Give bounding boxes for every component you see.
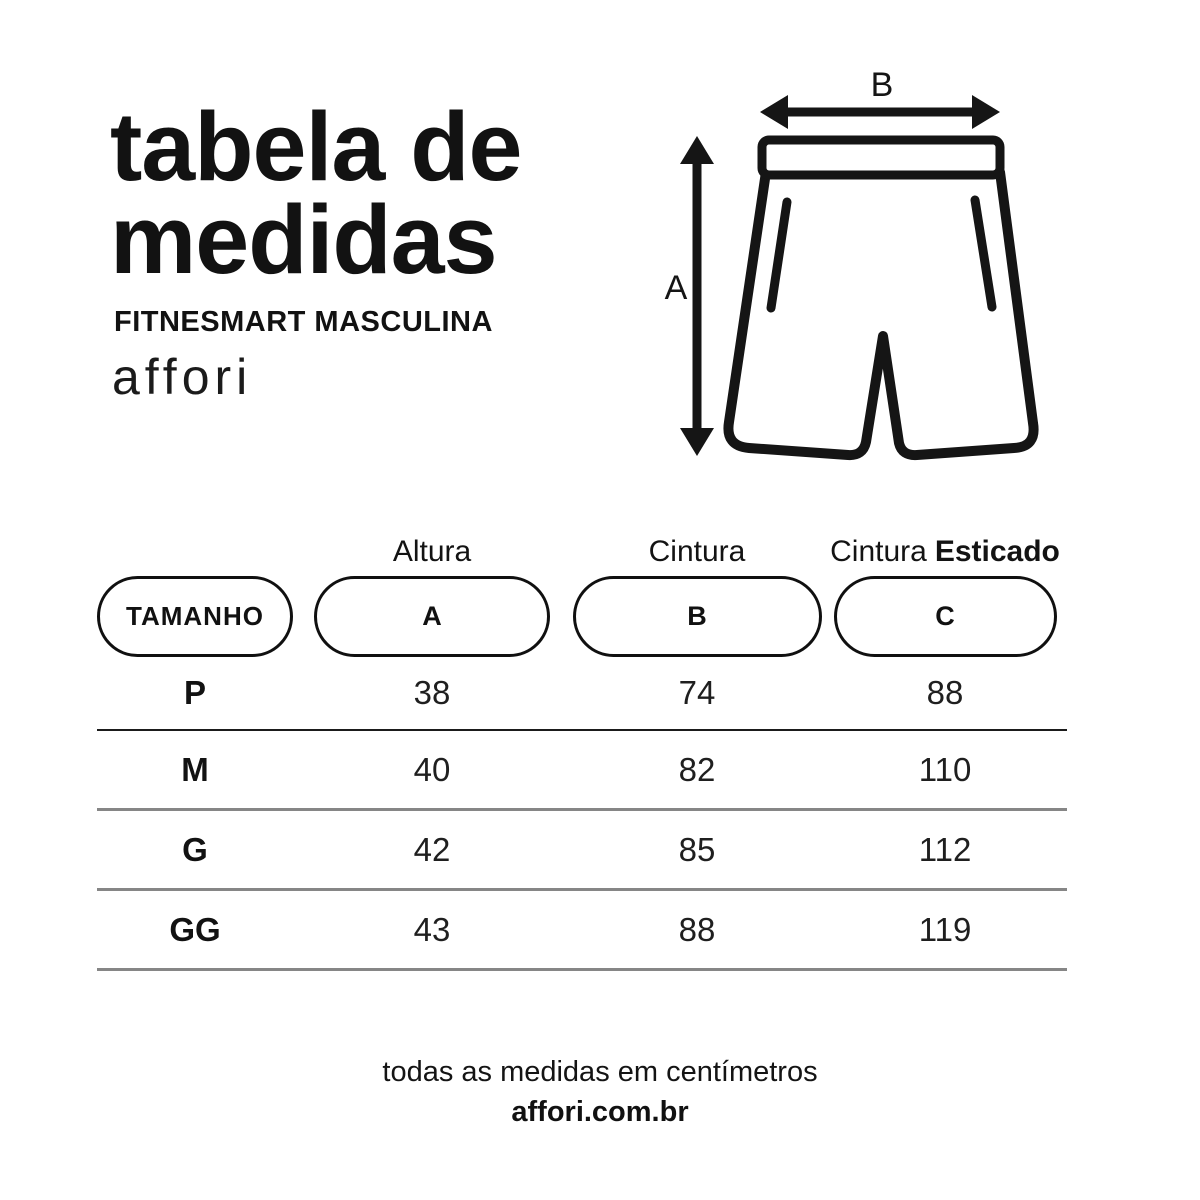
size-label: G — [182, 830, 208, 868]
pill-c: C — [834, 576, 1057, 657]
column-header-cintura-esticado-label: Cintura — [830, 535, 927, 568]
cintura-value: 85 — [678, 830, 716, 868]
cintura-esticado-value: 119 — [918, 910, 972, 948]
column-header-altura-label: Altura — [392, 535, 472, 568]
shorts-body — [728, 172, 1033, 455]
size-label: M — [181, 750, 209, 788]
page-title — [110, 92, 522, 295]
size-label: GG — [169, 910, 221, 948]
table-row-p — [97, 657, 1067, 731]
table-row-g — [97, 811, 1067, 891]
cintura-esticado-value: 88 — [926, 674, 964, 711]
page-title-line2: medidas — [110, 185, 497, 295]
cintura-value: 88 — [678, 910, 716, 948]
column-header-esticado-bold: Esticado — [934, 535, 1060, 568]
pill-b: B — [573, 576, 822, 657]
brand-logo: affori — [112, 349, 253, 405]
cintura-value: 74 — [678, 674, 716, 711]
size-table — [97, 536, 1067, 971]
cintura-esticado-value: 110 — [918, 750, 972, 788]
width-measure-label: B — [870, 66, 894, 104]
table-row-m — [97, 731, 1067, 811]
website-url: affori.com.br — [511, 1096, 689, 1128]
table-row-gg — [97, 891, 1067, 971]
product-subtitle: FITNESMART MASCULINA — [114, 306, 493, 338]
pill-tamanho: TAMANHO — [97, 576, 293, 657]
column-header-altura — [293, 536, 571, 575]
column-headers-row — [97, 536, 1067, 575]
page-title-line1: tabela de — [110, 92, 522, 201]
shorts-waistband — [762, 140, 1000, 175]
shorts-diagram — [630, 50, 1070, 490]
altura-value: 43 — [413, 910, 451, 948]
cintura-esticado-value: 112 — [918, 830, 972, 868]
pills-row — [97, 575, 1067, 657]
column-header-empty — [97, 536, 293, 575]
column-header-cintura-esticado — [823, 536, 1067, 575]
pill-a: A — [314, 576, 550, 657]
column-header-cintura-label: Cintura — [648, 535, 746, 568]
altura-value: 40 — [413, 750, 451, 788]
size-label: P — [183, 674, 206, 711]
altura-value: 38 — [413, 674, 451, 711]
cintura-value: 82 — [678, 750, 716, 788]
units-note: todas as medidas em centímetros — [382, 1056, 818, 1088]
height-measure-label: A — [664, 269, 688, 307]
altura-value: 42 — [413, 830, 451, 868]
column-header-cintura — [571, 536, 823, 575]
